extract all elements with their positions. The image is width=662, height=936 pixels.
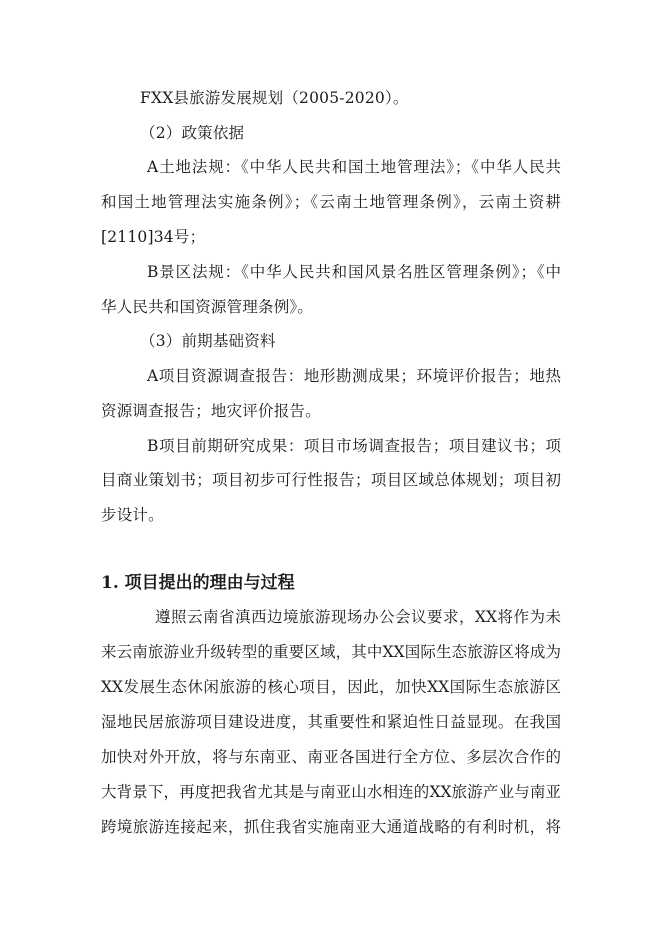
body-paragraph-line-4: 湿地民居旅游项目建设进度，其重要性和紧迫性日益显现。在我国: [101, 713, 561, 731]
research-results-line-1: B项目前期研究成果：项目市场调查报告；项目建议书；项: [147, 437, 561, 455]
land-law-line-1: A土地法规：《中华人民共和国土地管理法》；《中华人民共: [147, 158, 561, 176]
research-results-line-3: 步设计。: [101, 506, 164, 524]
body-paragraph-line-5: 加快对外开放，将与东南亚、南亚各国进行全方位、多层次合作的: [101, 748, 561, 766]
body-paragraph-line-6: 大背景下，再度把我省尤其是与南亚山水相连的XX旅游产业与南亚: [101, 783, 561, 801]
scenic-law-line-1: B景区法规：《中华人民共和国风景名胜区管理条例》；《中: [147, 263, 561, 281]
land-law-line-2: 和国土地管理法实施条例》；《云南土地管理条例》，云南土资耕: [101, 193, 561, 211]
resource-report-line-2: 资源调查报告；地灾评价报告。: [101, 402, 321, 420]
land-law-line-3: [2110]34号；: [101, 228, 206, 246]
research-results-line-2: 目商业策划书；项目初步可行性报告；项目区域总体规划；项目初: [101, 471, 561, 489]
body-paragraph-line-2: 来云南旅游业升级转型的重要区域，其中XX国际生态旅游区将成为: [101, 643, 561, 661]
scenic-law-line-2: 华人民共和国资源管理条例》。: [101, 298, 314, 316]
policy-basis-heading: （2）政策依据: [140, 124, 245, 142]
body-paragraph-line-1: 遵照云南省滇西边境旅游现场办公会议要求，XX将作为未: [155, 608, 561, 626]
preliminary-data-heading: （3）前期基础资料: [140, 332, 276, 350]
section-heading: 1. 项目提出的理由与过程: [101, 573, 295, 593]
body-paragraph-line-7: 跨境旅游连接起来，抓住我省实施南亚大通道战略的有利时机，将: [101, 818, 561, 836]
resource-report-line-1: A项目资源调查报告：地形勘测成果；环境评价报告；地热: [147, 367, 561, 385]
body-paragraph-line-3: XX发展生态休闲旅游的核心项目，因此，加快XX国际生态旅游区: [101, 678, 561, 696]
plan-reference-line: FXX县旅游发展规划（2005-2020）。: [140, 89, 409, 107]
